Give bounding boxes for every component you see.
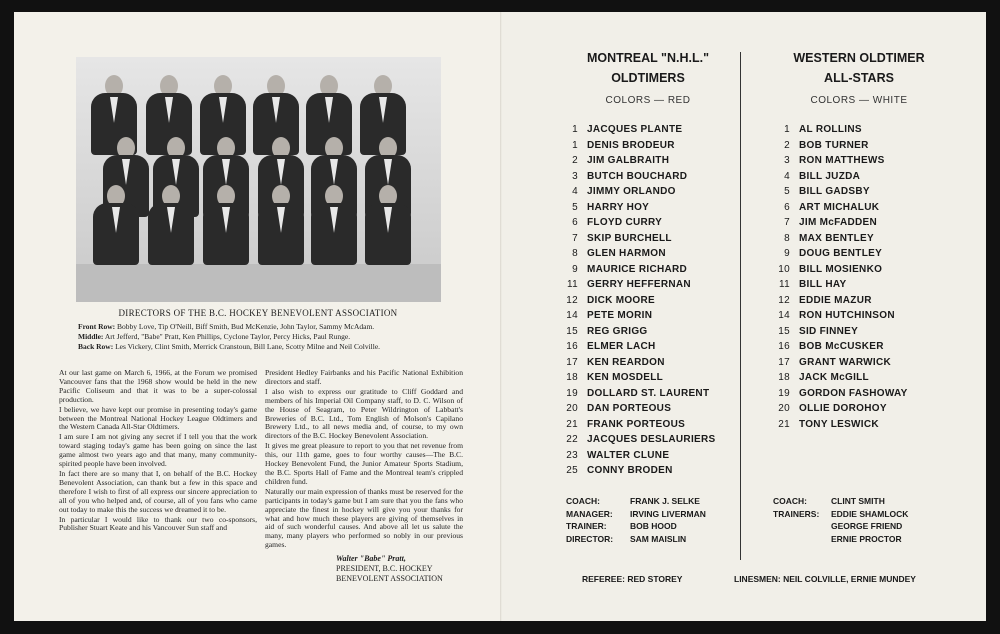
- western-team-title: [754, 48, 964, 88]
- western-player-name: GRANT WARWICK: [799, 356, 892, 368]
- western-player-row: [772, 140, 908, 156]
- western-title-line1: WESTERN OLDTIMER: [793, 51, 925, 65]
- caption-middle-text: Art Jefferd, "Babe" Pratt, Ken Phillips, Cyclone Taylor, Percy Hicks, Paul Runge.: [104, 332, 351, 341]
- montreal-staff: [566, 495, 706, 545]
- western-player-name: JACK McGILL: [799, 372, 869, 383]
- western-player-number: 18: [778, 372, 790, 383]
- montreal-player-row: [560, 124, 716, 140]
- western-player-number: 8: [784, 232, 790, 244]
- western-roster: [772, 124, 908, 434]
- montreal-player-number: 18: [566, 372, 578, 383]
- western-player-number: 1: [784, 124, 790, 135]
- montreal-player-row: [560, 450, 716, 466]
- column-divider: [740, 52, 741, 560]
- montreal-player-number: 2: [572, 155, 578, 166]
- western-player-number: 15: [778, 325, 790, 337]
- montreal-player-row: [560, 279, 716, 295]
- montreal-player-row: [560, 372, 716, 388]
- montreal-player-row: [560, 388, 716, 404]
- western-staff-value: EDDIE SHAMLOCK: [831, 508, 909, 519]
- western-player-name: BILL HAY: [799, 279, 847, 290]
- montreal-player-name: JACQUES PLANTE: [587, 124, 683, 135]
- montreal-title-line2: OLDTIMERS: [611, 71, 685, 85]
- montreal-player-row: [560, 419, 716, 435]
- montreal-staff-row: [566, 508, 706, 521]
- montreal-player-name: PETE MORIN: [587, 310, 653, 321]
- montreal-player-name: HARRY HOY: [587, 201, 650, 213]
- montreal-player-number: 1: [572, 124, 578, 135]
- caption-front-row-text: Bobby Love, Tip O'Neill, Biff Smith, Bud McKenzie, John Taylor, Sammy McAdam.: [117, 322, 375, 331]
- caption-back-row-label: Back Row:: [78, 342, 114, 351]
- montreal-player-name: KEN REARDON: [587, 356, 665, 368]
- photo-person: [256, 185, 306, 275]
- referee: REFEREE: RED STOREY: [582, 574, 683, 584]
- western-player-number: 5: [784, 186, 790, 197]
- photo-person: [363, 185, 413, 275]
- signature-block: [336, 554, 443, 584]
- montreal-player-number: 8: [572, 248, 578, 259]
- montreal-player-row: [560, 140, 716, 156]
- letter-paragraph: In fact there are so many that I, on behalf of the B.C. Hockey Benevolent Association, can thank but a few in this space and therefore I wish to first of all express our sincere appreciation to all of you who helped and, of course, all of you fans who came out today to make this the success we dreamed it to be.: [59, 468, 257, 514]
- montreal-player-row: [560, 465, 716, 481]
- western-player-number: 2: [784, 139, 790, 151]
- western-staff-label: TRAINERS:: [773, 508, 820, 519]
- montreal-player-row: [560, 155, 716, 171]
- montreal-player-row: [560, 217, 716, 233]
- montreal-player-number: 12: [566, 294, 578, 306]
- letter-paragraph: I believe, we have kept our promise in presenting today's game between the Montreal National Hockey League Oldtimers and the Western Canada All-Star Oldtimers.: [59, 404, 257, 432]
- western-player-number: 21: [778, 418, 790, 430]
- caption-back-row-text: Les Vickery, Clint Smith, Merrick Cranstoun, Bill Lane, Scotty Milne and Neil Colville.: [115, 342, 381, 351]
- western-player-name: AL ROLLINS: [799, 124, 862, 135]
- western-player-row: [772, 279, 908, 295]
- caption-back-row: [78, 342, 380, 351]
- western-player-number: 6: [784, 201, 790, 213]
- montreal-player-number: 5: [572, 201, 578, 213]
- montreal-player-name: ELMER LACH: [587, 341, 656, 352]
- montreal-player-row: [560, 434, 716, 450]
- western-player-name: OLLIE DOROHOY: [799, 403, 887, 414]
- western-player-row: [772, 217, 908, 233]
- montreal-player-name: DICK MOORE: [587, 294, 655, 306]
- letter-paragraph: At our last game on March 6, 1966, at the Forum we promised Vancouver fans that the 1968 show would be held in the new Pacific Coliseum and that it was to be a super-colossal production.: [59, 368, 257, 404]
- photo-person: [91, 185, 141, 275]
- western-player-name: DOUG BENTLEY: [799, 248, 883, 259]
- montreal-player-name: CONNY BRODEN: [587, 465, 673, 476]
- western-staff: [773, 495, 908, 545]
- montreal-player-number: 23: [566, 449, 578, 461]
- montreal-player-name: JIM GALBRAITH: [587, 155, 670, 166]
- western-player-row: [772, 264, 908, 280]
- western-player-name: JIM McFADDEN: [799, 217, 878, 228]
- western-player-name: RON MATTHEWS: [799, 155, 885, 166]
- western-player-name: MAX BENTLEY: [799, 232, 874, 244]
- montreal-player-number: 25: [566, 465, 578, 476]
- montreal-player-name: DAN PORTEOUS: [587, 403, 672, 414]
- western-player-number: 20: [778, 403, 790, 414]
- western-staff-row: [773, 533, 908, 546]
- montreal-player-number: 6: [572, 217, 578, 228]
- montreal-player-number: 4: [572, 186, 578, 197]
- western-player-row: [772, 341, 908, 357]
- montreal-player-name: FRANK PORTEOUS: [587, 418, 686, 430]
- montreal-staff-label: DIRECTOR:: [566, 533, 614, 544]
- montreal-staff-row: [566, 533, 706, 546]
- western-player-row: [772, 403, 908, 419]
- montreal-player-row: [560, 295, 716, 311]
- western-player-number: 14: [778, 310, 790, 321]
- montreal-player-name: MAURICE RICHARD: [587, 263, 688, 275]
- western-player-number: 9: [784, 248, 790, 259]
- western-player-number: 7: [784, 217, 790, 228]
- montreal-player-name: GLEN HARMON: [587, 248, 666, 259]
- montreal-player-row: [560, 202, 716, 218]
- western-player-number: 16: [778, 341, 790, 352]
- western-player-row: [772, 357, 908, 373]
- western-player-row: [772, 248, 908, 264]
- western-player-number: 10: [778, 263, 790, 275]
- montreal-colors: COLORS — RED: [605, 95, 691, 106]
- montreal-player-row: [560, 357, 716, 373]
- caption-middle-label: Middle:: [78, 332, 104, 341]
- montreal-player-name: REG GRIGG: [587, 325, 648, 337]
- western-player-row: [772, 310, 908, 326]
- right-page: [502, 12, 986, 621]
- letter-paragraph: President Hedley Fairbanks and his Pacific National Exhibition directors and staff.: [265, 368, 463, 386]
- directors-photo: [76, 57, 441, 302]
- montreal-player-name: JACQUES DESLAURIERS: [587, 434, 716, 445]
- montreal-player-number: 20: [566, 403, 578, 414]
- western-player-number: 11: [779, 279, 790, 290]
- western-player-name: ART MICHALUK: [799, 201, 880, 213]
- photo-person: [309, 185, 359, 275]
- signature-name: Walter "Babe" Pratt,: [336, 554, 406, 563]
- western-player-row: [772, 171, 908, 187]
- montreal-team-title: [543, 48, 753, 88]
- montreal-staff-value: BOB HOOD: [630, 521, 677, 531]
- western-player-row: [772, 202, 908, 218]
- caption-front-row-label: Front Row:: [78, 322, 116, 331]
- montreal-staff-value: IRVING LIVERMAN: [630, 508, 706, 519]
- letter-column-1: [59, 369, 257, 534]
- montreal-player-number: 3: [572, 170, 578, 182]
- montreal-player-row: [560, 233, 716, 249]
- montreal-player-number: 14: [566, 310, 578, 321]
- montreal-staff-value: SAM MAISLIN: [630, 533, 687, 544]
- montreal-player-name: BUTCH BOUCHARD: [587, 170, 688, 182]
- letter-paragraph: I also wish to express our gratitude to Cliff Goddard and members of his Imperial Oil Company staff, to D. C. Wilson of the House of Seagram, to Peter Wildrington of Labbatt's Breweries of B.C. Ltd., Tom English of Molson's Capilano Brewery Ltd., to all news media and, of course, to my own directors of the B.C. Hockey Benevolent Association.: [265, 386, 463, 441]
- montreal-player-name: JIMMY ORLANDO: [587, 186, 676, 197]
- western-staff-value: CLINT SMITH: [831, 496, 885, 506]
- montreal-player-name: KEN MOSDELL: [587, 372, 664, 383]
- left-page: [14, 12, 502, 621]
- western-player-name: BILL MOSIENKO: [799, 263, 883, 275]
- montreal-player-name: FLOYD CURRY: [587, 217, 663, 228]
- photo-person: [146, 185, 196, 275]
- western-player-row: [772, 295, 908, 311]
- linesmen: LINESMEN: NEIL COLVILLE, ERNIE MUNDEY: [734, 574, 916, 584]
- western-staff-row: [773, 520, 908, 533]
- western-title-line2: ALL-STARS: [824, 71, 894, 85]
- montreal-player-row: [560, 310, 716, 326]
- montreal-player-name: SKIP BURCHELL: [587, 232, 672, 244]
- montreal-player-number: 16: [566, 341, 578, 352]
- montreal-player-number: 9: [572, 263, 578, 275]
- caption-middle-row: [78, 332, 350, 341]
- signature-title: PRESIDENT, B.C. HOCKEY: [336, 564, 433, 573]
- western-player-number: 12: [778, 294, 790, 306]
- montreal-player-number: 1: [572, 139, 578, 151]
- western-player-row: [772, 419, 908, 435]
- western-player-name: BOB McCUSKER: [799, 341, 884, 352]
- letter-paragraph: In particular I would like to thank our two co-sponsors, Publisher Stuart Keate and his Vancouver Sun staff and: [59, 514, 257, 533]
- montreal-staff-value: FRANK J. SELKE: [630, 496, 700, 506]
- montreal-player-number: 22: [566, 434, 578, 445]
- western-player-number: 17: [778, 356, 790, 368]
- montreal-player-row: [560, 341, 716, 357]
- letter-paragraph: I am sure I am not giving any secret if I tell you that the work toward staging today's game has been going on since the last game almost two years ago and that many, many community-spirited people have been involved.: [59, 432, 257, 469]
- western-player-number: 4: [784, 170, 790, 182]
- western-player-name: BILL GADSBY: [799, 186, 870, 197]
- montreal-player-number: 11: [567, 279, 578, 290]
- western-colors: COLORS — WHITE: [810, 95, 908, 106]
- western-player-row: [772, 372, 908, 388]
- montreal-player-row: [560, 264, 716, 280]
- signature-org: BENEVOLENT ASSOCIATION: [336, 574, 443, 583]
- montreal-roster: [560, 124, 716, 481]
- montreal-staff-row: [566, 495, 706, 508]
- western-staff-row: [773, 495, 908, 508]
- montreal-staff-label: COACH:: [566, 496, 600, 506]
- western-player-name: RON HUTCHINSON: [799, 310, 895, 321]
- montreal-player-name: DENIS BRODEUR: [587, 139, 675, 151]
- montreal-player-row: [560, 171, 716, 187]
- western-staff-label: COACH:: [773, 496, 807, 506]
- letter-column-2: [265, 369, 463, 551]
- western-player-row: [772, 186, 908, 202]
- western-staff-value: GEORGE FRIEND: [831, 521, 903, 531]
- montreal-player-name: GERRY HEFFERNAN: [587, 279, 691, 290]
- western-staff-row: [773, 508, 908, 521]
- montreal-player-number: 17: [566, 356, 578, 368]
- montreal-player-row: [560, 403, 716, 419]
- montreal-player-number: 15: [566, 325, 578, 337]
- western-player-name: BOB TURNER: [799, 139, 869, 151]
- western-player-row: [772, 124, 908, 140]
- letter-paragraph: Naturally our main expression of thanks must be reserved for the participants in today's game but I am sure that you the fans who appreciate the finest in hockey will give you your thanks for what and how much these players are giving of themselves in aid of such wonderful causes. And above all let us salute the many, many players who performed so nobly in our previous games.: [265, 486, 463, 550]
- western-player-row: [772, 388, 908, 404]
- montreal-staff-label: TRAINER:: [566, 521, 607, 531]
- western-player-row: [772, 326, 908, 342]
- montreal-player-name: DOLLARD ST. LAURENT: [587, 387, 710, 399]
- montreal-staff-label: MANAGER:: [566, 508, 613, 519]
- montreal-player-row: [560, 326, 716, 342]
- western-player-row: [772, 155, 908, 171]
- montreal-title-line1: MONTREAL "N.H.L.": [586, 51, 710, 65]
- montreal-player-name: WALTER CLUNE: [587, 449, 670, 461]
- montreal-player-number: 7: [572, 232, 578, 244]
- photo-person: [201, 185, 251, 275]
- western-player-row: [772, 233, 908, 249]
- western-player-number: 19: [778, 387, 790, 399]
- montreal-player-number: 19: [566, 387, 578, 399]
- montreal-player-number: 21: [566, 418, 578, 430]
- western-staff-value: ERNIE PROCTOR: [831, 533, 902, 544]
- montreal-staff-row: [566, 520, 706, 533]
- western-player-number: 3: [784, 155, 790, 166]
- western-player-name: GORDON FASHOWAY: [799, 387, 908, 399]
- western-player-name: SID FINNEY: [799, 325, 859, 337]
- montreal-player-row: [560, 186, 716, 202]
- western-player-name: BILL JUZDA: [799, 170, 861, 182]
- western-player-name: EDDIE MAZUR: [799, 294, 872, 306]
- western-player-name: TONY LESWICK: [799, 418, 879, 430]
- caption-title: DIRECTORS OF THE B.C. HOCKEY BENEVOLENT ASSOCIATION: [118, 308, 398, 318]
- montreal-player-row: [560, 248, 716, 264]
- letter-paragraph: It gives me great pleasure to report to you that net revenue from this, our 11th game, goes to four worthy causes—The B.C. Hockey Benevolent Fund, the Junior Amateur Sports Stadium, the B.C. Sports Hall of Fame and the Montreal team's crippled children fund.: [265, 441, 463, 486]
- caption-front-row: [78, 322, 374, 331]
